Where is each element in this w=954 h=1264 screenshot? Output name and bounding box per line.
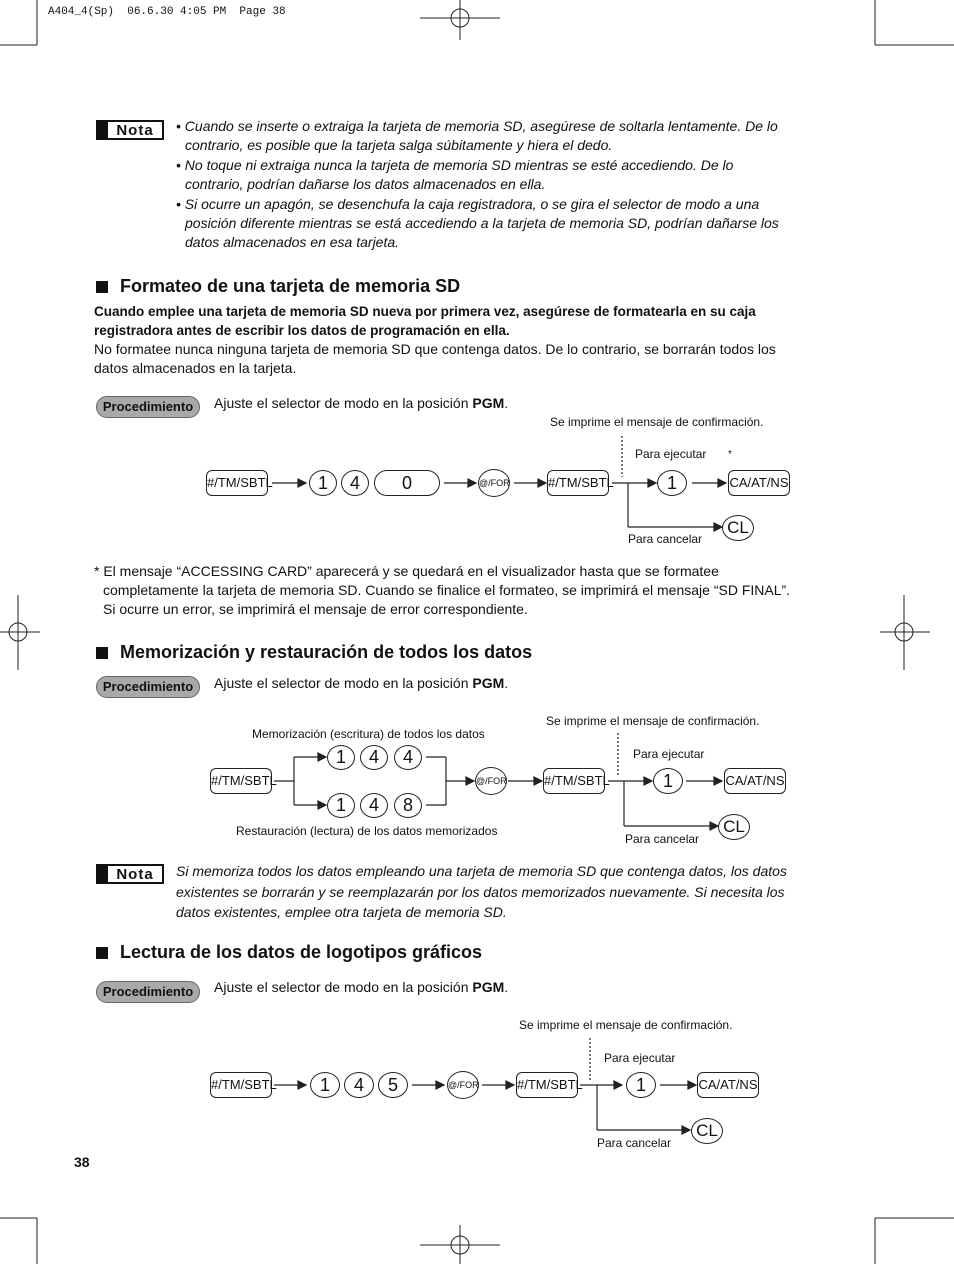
for-key[interactable]: @/FOR <box>447 1071 479 1099</box>
key-1[interactable]: 1 <box>657 470 687 496</box>
nota-line: Si memoriza todos los datos empleando una tarjeta de memoria SD que contenga datos, los datos <box>176 863 787 879</box>
step-mode: PGM <box>472 395 505 411</box>
key-4[interactable]: 4 <box>344 1072 374 1098</box>
asterisk: * <box>728 449 732 460</box>
key-1[interactable]: 1 <box>309 470 337 496</box>
ca-at-ns-key[interactable]: CA/AT/NS <box>697 1072 759 1098</box>
nota-line: datos almacenados en esa tarjeta. <box>185 234 400 251</box>
tm-sbtl-key[interactable]: #/TM/SBTL <box>516 1072 578 1098</box>
section-title: Memorización y restauración de todos los datos <box>120 642 533 662</box>
key-1[interactable]: 1 <box>653 768 683 794</box>
key-1[interactable]: 1 <box>327 745 355 770</box>
nota-line: • No toque ni extraiga nunca la tarjeta de memoria SD mientras se esté accediendo. De lo <box>176 156 734 173</box>
confirm-label: Se imprime el mensaje de confirmación. <box>519 1018 733 1032</box>
tm-sbtl-key[interactable]: #/TM/SBTL <box>210 1072 272 1098</box>
key-1[interactable]: 1 <box>327 793 355 818</box>
key-5[interactable]: 5 <box>378 1072 408 1098</box>
key-1[interactable]: 1 <box>310 1072 340 1098</box>
tm-sbtl-key[interactable]: #/TM/SBTL <box>547 470 609 496</box>
body-line: datos almacenados en la tarjeta. <box>94 360 297 376</box>
nota-label: Nota <box>116 121 154 139</box>
section-title: Lectura de los datos de logotipos gráficos <box>120 942 483 962</box>
ca-at-ns-key[interactable]: CA/AT/NS <box>728 470 790 496</box>
procedure-step: Ajuste el selector de modo en la posición PGM. <box>214 979 509 995</box>
ca-at-ns-key[interactable]: CA/AT/NS <box>724 768 786 794</box>
key-8[interactable]: 8 <box>394 793 422 818</box>
nota-line: • Si ocurre un apagón, se desenchufa la caja registradora, o se gira el selector de modo a una <box>176 195 760 212</box>
cancel-label: Para cancelar <box>625 832 700 846</box>
write-label: Memorización (escritura) de todos los datos <box>252 727 485 741</box>
key-4[interactable]: 4 <box>341 470 369 496</box>
nota-line: datos existentes, emplee otra tarjeta de memoria SD. <box>176 904 507 920</box>
footnote-line: completamente la tarjeta de memoria SD. Cuando se finalice el formateo, se imprimirá el mensaje “SD FINAL”. <box>103 582 791 598</box>
execute-label: Para ejecutar <box>604 1051 676 1065</box>
procedure-step: Ajuste el selector de modo en la posición PGM. <box>214 675 509 691</box>
key-4[interactable]: 4 <box>360 745 388 770</box>
procedure-step: Ajuste el selector de modo en la posición PGM. <box>214 395 509 411</box>
for-key[interactable]: @/FOR <box>475 767 507 795</box>
step-text: Ajuste el selector de modo en la posición <box>214 395 473 411</box>
cancel-label: Para cancelar <box>597 1136 672 1150</box>
procedure-badge: Procedimiento <box>96 396 200 418</box>
print-header: A404_4(Sp) 06.6.30 4:05 PM Page 38 <box>48 6 286 18</box>
restore-label: Restauración (lectura) de los datos memorizados <box>236 824 498 838</box>
for-key[interactable]: @/FOR <box>478 469 510 497</box>
key-4[interactable]: 4 <box>360 793 388 818</box>
confirm-label: Se imprime el mensaje de confirmación. <box>546 714 760 728</box>
footnote-line: * El mensaje “ACCESSING CARD” aparecerá y se quedará en el visualizador hasta que se formatee <box>94 563 719 579</box>
section-title: Formateo de una tarjeta de memoria SD <box>120 276 461 296</box>
nota-line: posición diferente mientras se está accediendo a la tarjeta de memoria SD, podrían dañarse los <box>185 215 779 232</box>
key-4[interactable]: 4 <box>394 745 422 770</box>
tm-sbtl-key[interactable]: #/TM/SBTL <box>543 768 605 794</box>
execute-label: Para ejecutar <box>633 747 705 761</box>
nota-line: contrario, es posible que la tarjeta salga súbitamente y hiera el dedo. <box>185 137 613 154</box>
footnote-line: Si ocurre un error, se imprimirá el mensaje de error correspondiente. <box>103 601 528 617</box>
cl-key[interactable]: CL <box>718 814 750 840</box>
tm-sbtl-key[interactable]: #/TM/SBTL <box>210 768 272 794</box>
cl-key[interactable]: CL <box>691 1118 723 1144</box>
nota-line: contrario, podrían dañarse los datos almacenados en ella. <box>185 176 546 193</box>
body-line: No formatee nunca ninguna tarjeta de memoria SD que contenga datos. De lo contrario, se borrarán todos los <box>94 341 776 357</box>
procedure-badge: Procedimiento <box>96 676 200 698</box>
cancel-label: Para cancelar <box>628 532 703 546</box>
page-number: 38 <box>74 1154 90 1170</box>
nota-badge: Nota <box>96 864 164 884</box>
key-0[interactable]: 0 <box>374 470 440 496</box>
confirm-label: Se imprime el mensaje de confirmación. <box>550 415 764 429</box>
execute-label: Para ejecutar <box>635 447 707 461</box>
bold-line: registradora antes de escribir los datos de programación en ella. <box>94 323 510 338</box>
nota-line: • Cuando se inserte o extraiga la tarjeta de memoria SD, asegúrese de soltarla lentamente. De lo <box>176 118 778 134</box>
nota-line: existentes se borrarán y se reemplazarán por los datos memorizados nuevamente. Si necesita los <box>176 883 785 900</box>
key-1[interactable]: 1 <box>626 1072 656 1098</box>
tm-sbtl-key[interactable]: #/TM/SBTL <box>206 470 268 496</box>
cl-key[interactable]: CL <box>722 515 754 541</box>
procedure-badge: Procedimiento <box>96 981 200 1003</box>
bold-line: Cuando emplee una tarjeta de memoria SD nueva por primera vez, asegúrese de formatearla en su caja <box>94 304 756 319</box>
